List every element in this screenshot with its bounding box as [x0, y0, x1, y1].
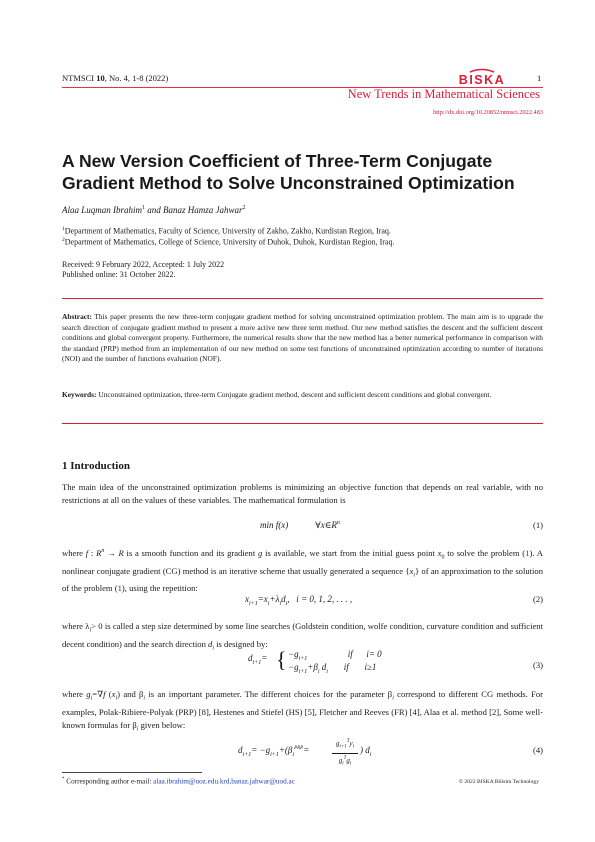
equation-3: $d_{i+1}=$ [248, 653, 268, 666]
equation-1-number: (1) [533, 520, 544, 530]
paper-title: A New Version Coefficient of Three-Term Conjugate Gradient Method to Solve Unconstrained Optimization [62, 151, 515, 193]
intro-paragraph-3: where $\lambda_i> 0$ is called a step size determined by some line searches (Goldstein condition, wolfe condition, curvature condition and sufficient decent condition) and the search direction $d_i$ is designed by: [62, 621, 543, 652]
author-email-link[interactable]: alaa.ibrahim@uoz.edu.krd,banaz.jahwar@uod.ac [153, 777, 295, 786]
authors: Alaa Luqman Ibrahim$^1$ and Banaz Hamza Jahwar$^2$ [62, 205, 246, 215]
keywords: Keywords: Unconstrained optimization, three-term Conjugate gradient method, descent and sufficient descent conditions and global convergent. [62, 390, 492, 399]
equation-1: min f(x) $\forall x\in R^n$ [260, 520, 340, 530]
abstract: Abstract: This paper presents the new three-term conjugate gradient method for solving unconstrained optimization problem. The main aim is to upgrade the search direction of conjugate gradient method to present a more active new three term method. Our new method satisfies the descent and the sufficient descent conditions and global convergent property. Furthermore, the numerical results show that the new method has a better numerical performance in comparison with the standard (PRP) method from an implementation of our new method on some test functions of unconstrained optimization according to number of iterations (NOI) and the number of functions evaluation (NOF). [62, 312, 543, 363]
intro-paragraph-2: where f : $R^n \to R$ is a smooth function and its gradient g is available, we start from the initial guess point $x_0$ to solve the problem (1). A nonlinear conjugate gradient (CG) method is an iterative scheme that usually generated a sequence $\{x_i\}$ of an approximation to the solution of the problem (1), using the repetition: [62, 547, 544, 594]
equation-ref[interactable]: 1 [117, 583, 122, 594]
page-number: 1 [537, 73, 542, 83]
journal-name: New Trends in Mathematical Sciences [347, 87, 540, 101]
equation-4-fraction: $g_{i+1}^Ty_i$ $g_i^Tg_i$ [332, 737, 358, 769]
citation-header: NTMSCI 10, No. 4, 1-8 (2022) [62, 73, 169, 83]
section-heading: 1 Introduction [62, 460, 130, 472]
footnote-rule [62, 772, 202, 773]
svg-text:BISKA: BISKA [458, 73, 506, 86]
abstract-top-rule [62, 298, 543, 299]
equation-3-number: (3) [533, 660, 544, 670]
equation-2: $x_{i+1}=x_i+\lambda_id_i$, i = 0, 1, 2, . . . , [245, 594, 353, 607]
equation-ref[interactable]: 1 [525, 547, 530, 558]
equation-2-number: (2) [533, 594, 544, 604]
affiliation-2: $^2$Department of Mathematics, College of Science, University of Duhok, Duhok, Kurdistan Region, Iraq. [62, 237, 395, 247]
equation-3-case-1: $-g_{i+1}$ if i= 0 [288, 649, 382, 662]
doi-link[interactable]: http://dx.doi.org/10.20852/ntmsci.2022.483 [433, 109, 543, 116]
publication-dates: Received: 9 February 2022, Accepted: 1 July 2022 Published online: 31 October 2022. [62, 260, 225, 279]
affiliation-1: $^1$Department of Mathematics, Faculty of Science, University of Zakho, Zakho, Kurdistan Region, Iraq. [62, 226, 391, 236]
equation-4: $d_{i+1}= -g_{i+1}+(\beta_i^{PRP}=$ [238, 745, 310, 758]
intro-paragraph-4: where $g_i=\nabla f$ $(x_i)$ and $\beta_i$ is an important parameter. The different choices for the parameter $\beta_i$ correspond to different CG methods. For examples, Polak-Ribiere-Polyak (PRP) [8], Hestenes and Stiefel (HS) [5], Fletcher and Reeves (FR) [4], Alaa et al. method [2], Some well-known formulas for $\beta_i$ given below: [62, 689, 544, 733]
equation-4-tail: ) $d_i$ [360, 745, 372, 758]
intro-paragraph-1: The main idea of the unconstrained optimization problems is minimizing an objective function that depends on real variable, with no restrictions at all on the values of these variables. The mathematical formulation is [62, 482, 543, 505]
biska-logo [446, 68, 518, 86]
equation-4-number: (4) [533, 745, 544, 755]
corresponding-author-footnote: * Corresponding author e-mail: alaa.ibrahim@uoz.edu.krd,banaz.jahwar@uod.ac [62, 777, 295, 786]
equation-3-brace: { [276, 647, 287, 672]
equation-3-case-2: $-g_{i+1}+\beta_i$ $d_i$ if i≥1 [288, 662, 377, 675]
copyright: © 2022 BISKA Bilisim Technology [458, 779, 539, 785]
abstract-bottom-rule [62, 423, 543, 424]
